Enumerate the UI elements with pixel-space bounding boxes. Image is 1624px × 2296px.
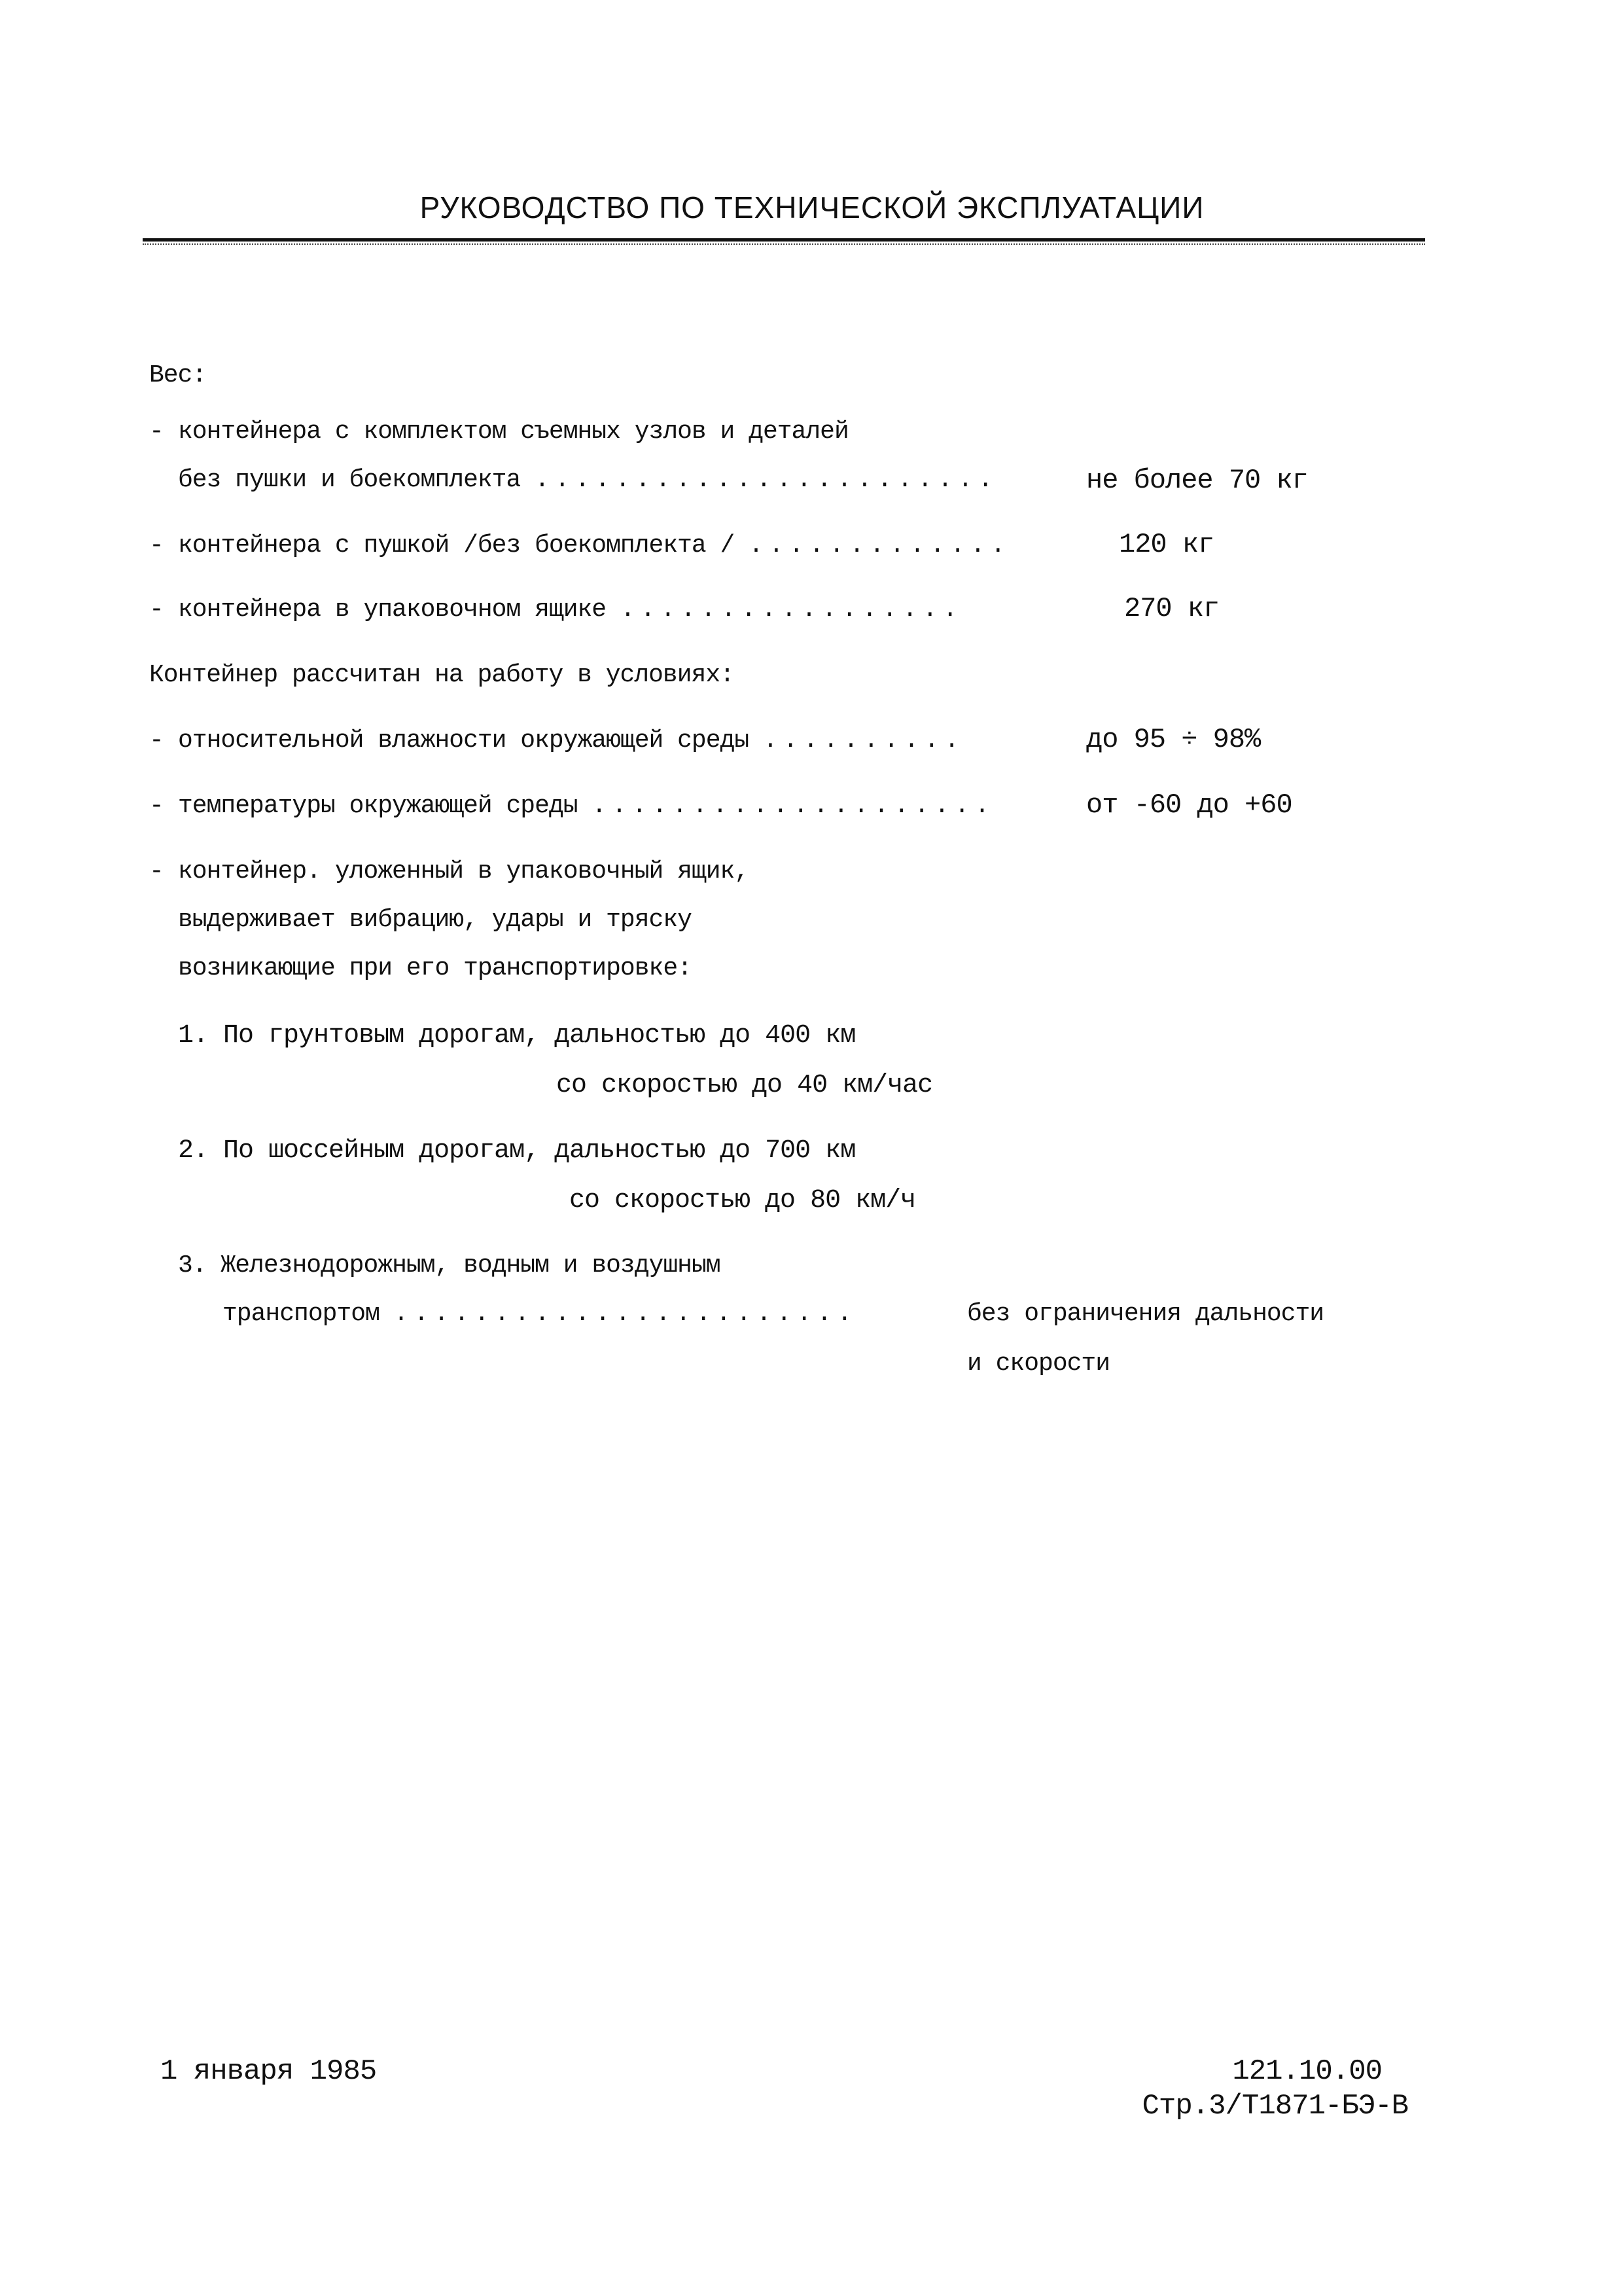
header-divider-dotted <box>143 243 1425 245</box>
leader-dots: ....................... <box>393 1300 858 1328</box>
transport-mode-2-speed: со скоростью до 80 км/ч <box>569 1186 916 1215</box>
weight-item-3: - контейнера в упаковочном ящике ................. <box>149 596 963 624</box>
leader-dots: .......... <box>762 726 965 755</box>
header-divider <box>143 238 1425 242</box>
transport-mode-2: 2. По шоссейным дорогам, дальностью до 700 км <box>178 1136 856 1166</box>
leader-dots: .................... <box>591 792 995 820</box>
transport-mode-1-speed: со скоростью до 40 км/час <box>556 1071 933 1100</box>
leader-dots: ....................... <box>535 466 998 494</box>
dash-bullet: - <box>149 418 164 446</box>
transport-mode-3-line2: транспортом ....................... <box>222 1300 858 1328</box>
footer-document-code: 121.10.00 <box>1232 2055 1382 2088</box>
conditions-heading: Контейнер рассчитан на работу в условиях: <box>149 661 734 689</box>
weight-item-2-value: 120 кг <box>1119 529 1214 560</box>
dash-bullet: - <box>149 596 164 624</box>
weight-item-3-value: 270 кг <box>1124 593 1220 624</box>
dash-bullet: - <box>149 792 164 820</box>
condition-temperature-value: от -60 до +60 <box>1086 789 1292 821</box>
weight-item-2: - контейнера с пушкой /без боекомплекта / ............. <box>149 531 1011 560</box>
weight-heading: Вес: <box>149 361 207 389</box>
transport-mode-1: 1. По грунтовым дорогам, дальностью до 400 км <box>178 1021 856 1050</box>
transport-line-1: - контейнер. уложенный в упаковочный ящик, <box>149 857 749 886</box>
dash-bullet: - <box>149 726 164 755</box>
leader-dots: ................. <box>620 596 963 624</box>
dash-bullet: - <box>149 531 164 560</box>
condition-humidity: - относительной влажности окружающей среды .......... <box>149 726 965 755</box>
weight-item-1-line1: - контейнера с комплектом съемных узлов и деталей <box>149 418 849 446</box>
transport-mode-3-value2: и скорости <box>967 1350 1110 1378</box>
transport-mode-3-value1: без ограничения дальности <box>967 1300 1324 1328</box>
footer-date: 1 января 1985 <box>160 2055 377 2088</box>
transport-mode-3: 3. Железнодорожным, водным и воздушным <box>178 1251 720 1280</box>
footer-page-number: Стр.3/Т1871-БЭ-В <box>1142 2090 1408 2123</box>
condition-humidity-value: до 95 ÷ 98% <box>1086 724 1261 755</box>
document-title: РУКОВОДСТВО ПО ТЕХНИЧЕСКОЙ ЭКСПЛУАТАЦИИ <box>419 190 1205 224</box>
leader-dots: ............. <box>749 531 1011 560</box>
transport-line-3: возникающие при его транспортировке: <box>178 954 692 982</box>
condition-temperature: - температуры окружающей среды .................... <box>149 792 995 820</box>
weight-item-1-line2: без пушки и боекомплекта ....................... <box>178 466 998 494</box>
weight-item-1-value: не более 70 кг <box>1086 465 1308 496</box>
transport-line-2: выдерживает вибрацию, удары и тряску <box>178 906 692 934</box>
dash-bullet: - <box>149 857 164 886</box>
